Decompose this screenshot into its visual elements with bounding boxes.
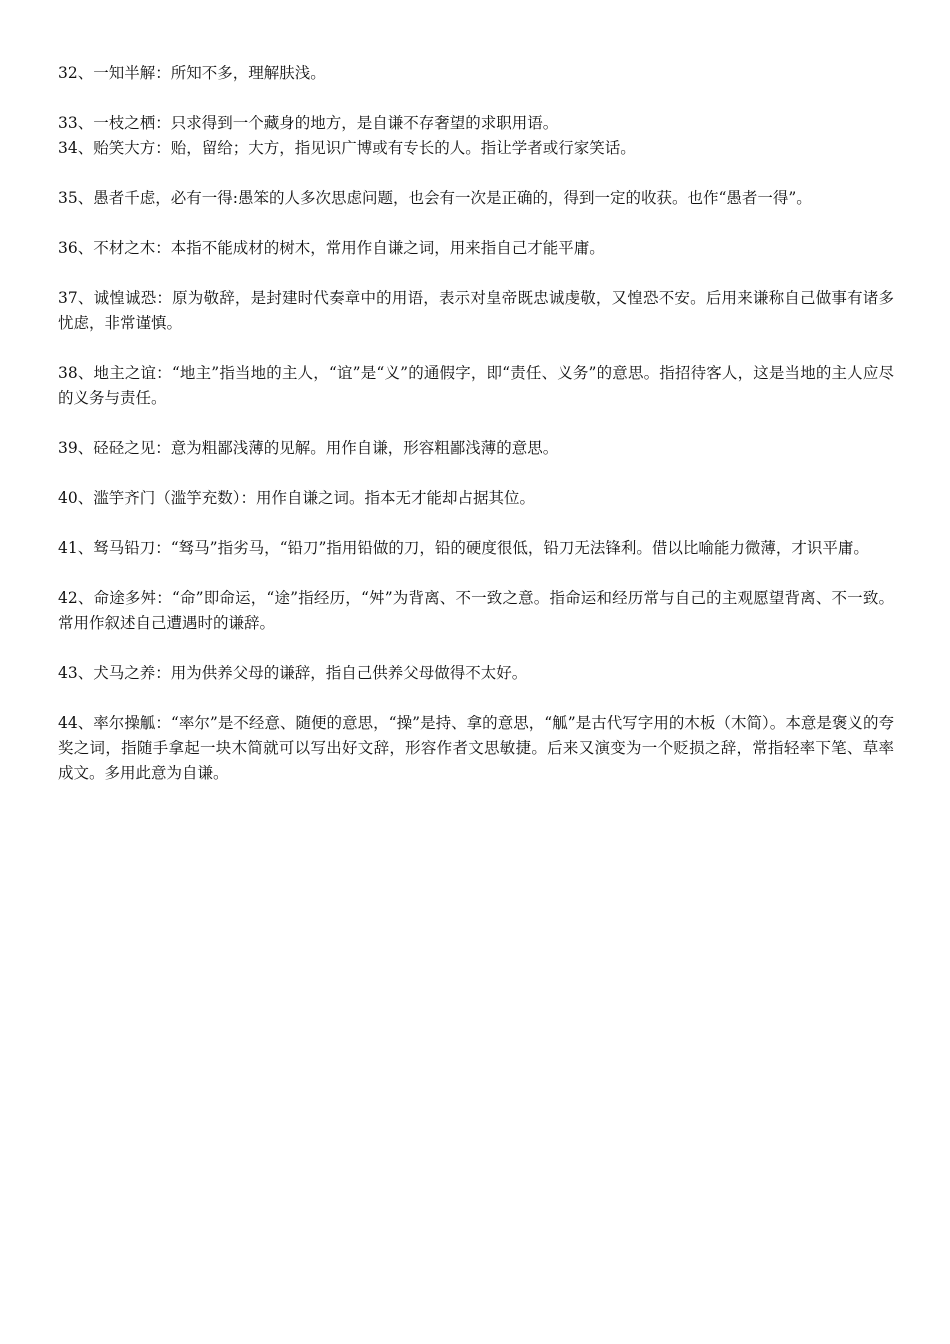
entry-35: 35、愚者千虑，必有一得:愚笨的人多次思虑问题，也会有一次是正确的，得到一定的收获。也作“愚者一得”。 bbox=[58, 189, 812, 207]
entry-43: 43、犬马之养：用为供养父母的谦辞，指自己供养父母做得不太好。 bbox=[58, 664, 528, 682]
entry-33: 33、一枝之栖：只求得到一个藏身的地方，是自谦不存奢望的求职用语。 bbox=[58, 114, 559, 132]
entry-41: 41、驽马铅刀：“驽马”指劣马，“铅刀”指用铅做的刀，铅的硬度很低，铅刀无法锋利。借以比喻能力微薄，才识平庸。 bbox=[58, 539, 869, 557]
entry-34: 34、贻笑大方：贻，留给；大方，指见识广博或有专长的人。指让学者或行家笑话。 bbox=[58, 139, 636, 157]
entry-44: 44、率尔操觚：“率尔”是不经意、随便的意思，“操”是持、拿的意思，“觚”是古代写字用的木板（木简）。本意是褒义的夸奖之词，指随手拿起一块木简就可以写出好文辞，形容作者文思敏捷。后来又演变为一个贬损之辞，常指轻率下笔、草率成文。多用此意为自谦。 bbox=[58, 714, 894, 782]
entry-40: 40、滥竽齐门（滥竽充数）：用作自谦之词。指本无才能却占据其位。 bbox=[58, 489, 535, 507]
entry-37: 37、诚惶诚恐：原为敬辞，是封建时代奏章中的用语，表示对皇帝既忠诚虔敬，又惶恐不安。后用来谦称自己做事有诸多忧虑，非常谨慎。 bbox=[58, 289, 894, 332]
entry-36: 36、不材之木：本指不能成材的树木，常用作自谦之词，用来指自己才能平庸。 bbox=[58, 239, 605, 257]
entry-42: 42、命途多舛：“命”即命运，“途”指经历，“舛”为背离、不一致之意。指命运和经历常与自己的主观愿望背离、不一致。常用作叙述自己遭遇时的谦辞。 bbox=[58, 589, 894, 632]
entry-38: 38、地主之谊：“地主”指当地的主人，“谊”是“义”的通假字，即“责任、义务”的意思。指招待客人，这是当地的主人应尽的义务与责任。 bbox=[58, 364, 894, 407]
entry-32: 32、一知半解：所知不多，理解肤浅。 bbox=[58, 64, 326, 82]
document-page bbox=[58, 61, 894, 786]
entry-39: 39、硁硁之见：意为粗鄙浅薄的见解。用作自谦，形容粗鄙浅薄的意思。 bbox=[58, 439, 559, 457]
